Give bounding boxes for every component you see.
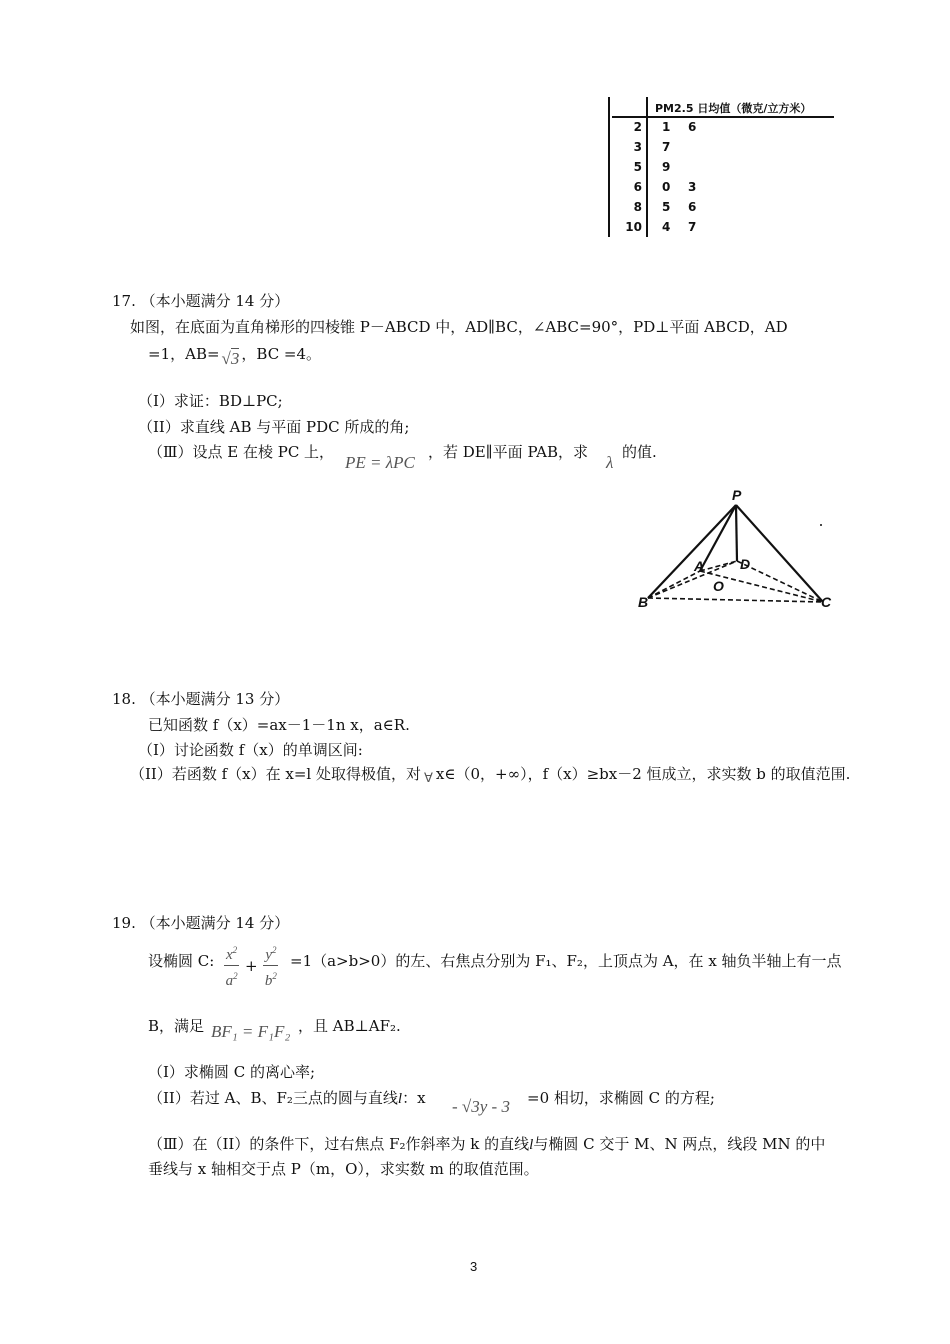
question-text: 如图，在底面为直角梯形的四棱锥 P－ABCD 中，AD∥BC，∠ABC=90°，PD⊥平面 ABCD，AD <box>130 318 788 336</box>
stem-value: 3 <box>633 140 642 154</box>
part-3-text: （Ⅲ）设点 E 在棱 PC 上， <box>148 443 335 461</box>
pyramid-figure <box>638 485 838 615</box>
label-b: B <box>638 594 649 610</box>
part-3-text: ，若 DE∥平面 PAB，求 <box>428 443 589 461</box>
question-title: 19. （本小题满分 14 分） <box>112 914 290 932</box>
edge-pc <box>736 505 823 602</box>
table-horizontal-rule <box>612 116 834 118</box>
forall-symbol: ∀ <box>424 770 433 785</box>
lambda-symbol: λ <box>606 453 614 472</box>
stem-value: 6 <box>633 180 642 194</box>
part-2: =0 相切，求椭圆 C 的方程; <box>527 1089 715 1107</box>
leaf-value: 7 <box>662 140 671 154</box>
question-text: 设椭圆 C: <box>148 952 215 970</box>
edge-pd <box>736 505 737 561</box>
stem-value: 10 <box>625 220 642 234</box>
label-c: C <box>821 594 832 610</box>
edge-bc <box>648 598 823 602</box>
part-3-formula: PE = λPC <box>345 453 415 472</box>
part-2: （II）若函数 f（x）在 x=l 处取得极值，对 ∀ x∈（0，+∞），f（x）≥bx－2 恒成立，求实数 b 的取值范围. <box>130 765 851 785</box>
part-1: （I）讨论函数 f（x）的单调区间: <box>138 741 363 759</box>
leaf-value: 9 <box>662 160 671 174</box>
leaf-value: 4 <box>662 220 671 234</box>
part-2: （II）若过 A、B、F₂三点的圆与直线l：x <box>148 1089 426 1107</box>
label-a: A <box>694 558 705 574</box>
leaf-value: 0 <box>662 180 671 194</box>
focus-formula: BF₁ = F₁F₂ <box>211 1022 291 1041</box>
stem-value: 5 <box>633 160 642 174</box>
question-text: B，满足 <box>148 1017 205 1035</box>
label-d: D <box>740 556 751 572</box>
line-formula: - √3y - 3 <box>452 1097 510 1116</box>
label-p: P <box>732 487 742 503</box>
leaf-value: 6 <box>688 120 697 134</box>
label-o: O <box>713 578 724 594</box>
leaf-value: 3 <box>688 180 697 194</box>
question-text: =1（a>b>0）的左、右焦点分别为 F₁、F₂，上顶点为 A，在 x 轴负半轴上有一点 <box>290 952 842 970</box>
leaf-value: 7 <box>688 220 697 234</box>
question-title: 17. （本小题满分 14 分） <box>112 292 290 310</box>
stem-value: 8 <box>633 200 642 214</box>
page-number: 3 <box>470 1259 478 1274</box>
leaf-value: 5 <box>662 200 671 214</box>
table-header: PM2.5 日均值（微克/立方米） <box>655 102 812 115</box>
table-vertical-rule-left <box>608 97 610 237</box>
question-text: =1，AB= √3 ，BC =4。 <box>148 345 322 368</box>
part-3: （Ⅲ）在（II）的条件下，过右焦点 F₂作斜率为 k 的直线l与椭圆 C 交于 M、N 两点，线段 MN 的中 <box>148 1135 826 1153</box>
question-title: 18. （本小题满分 13 分） <box>112 690 290 708</box>
question-text: ，且 AB⊥AF₂. <box>298 1017 401 1035</box>
leaf-value: 6 <box>688 200 697 214</box>
question-text: 已知函数 f（x）=ax－1－1n x，a∈R. <box>148 716 410 734</box>
ellipse-equation: $\frac{x^2}{a^2}$ + $\frac{y^2}{b^2}$ <box>224 940 278 991</box>
stem-value: 2 <box>633 120 642 134</box>
table-vertical-rule-stem <box>646 97 648 237</box>
leaf-value: 1 <box>662 120 671 134</box>
part-1: （I）求证：BD⊥PC; <box>138 392 283 410</box>
part-1: （I）求椭圆 C 的离心率; <box>148 1063 315 1081</box>
part-3: 垂线与 x 轴相交于点 P（m，O），求实数 m 的取值范围。 <box>148 1160 539 1178</box>
part-2: （II）求直线 AB 与平面 PDC 所成的角; <box>138 418 410 436</box>
part-3-text: 的值. <box>622 443 657 461</box>
